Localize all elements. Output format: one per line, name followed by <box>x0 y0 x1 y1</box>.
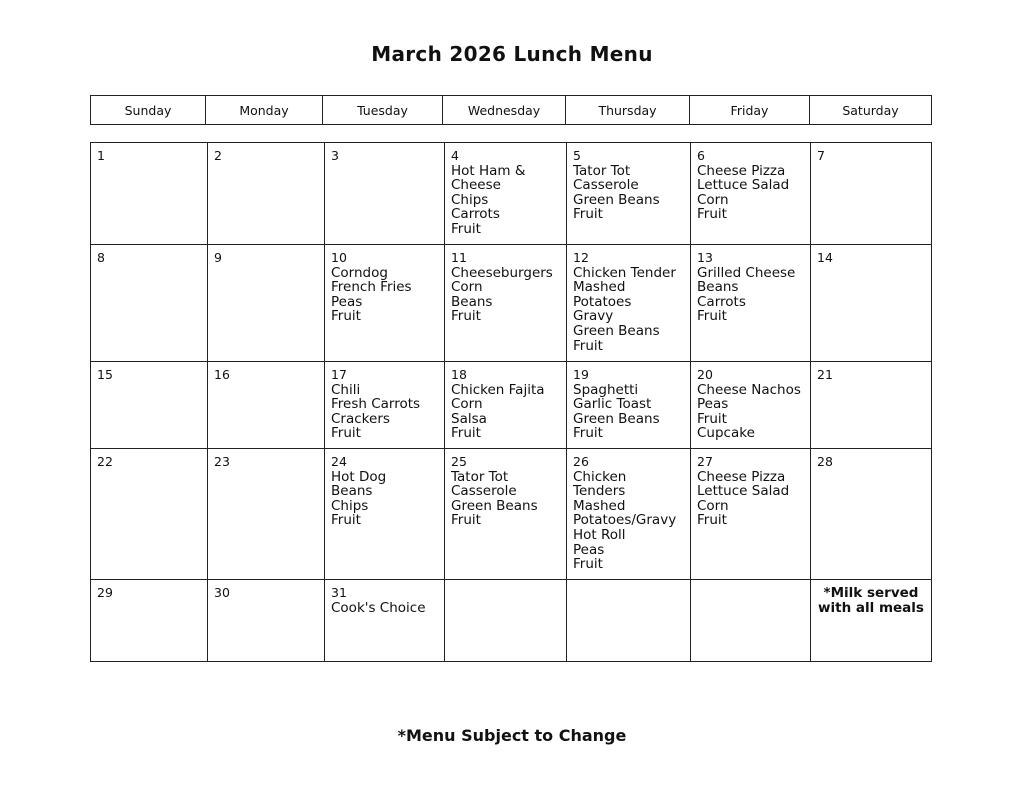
menu-item: Crackers <box>331 410 390 427</box>
menu-item: Cheese Nachos <box>697 381 801 398</box>
calendar-day-cell <box>91 449 208 580</box>
menu-item: Chicken <box>573 468 627 485</box>
calendar-day-cell <box>691 245 811 362</box>
weekday-header <box>90 95 932 125</box>
calendar-day-cell <box>567 245 691 362</box>
menu-item: Fruit <box>451 425 481 442</box>
day-number: 2 <box>214 148 222 163</box>
calendar-day-cell <box>811 362 932 449</box>
menu-item: Peas <box>697 396 729 413</box>
day-number: 22 <box>97 454 113 469</box>
menu-item: Tator Tot <box>573 162 631 179</box>
menu-disclaimer: *Menu Subject to Change <box>397 726 627 745</box>
weekday-saturday: Saturday <box>810 96 932 125</box>
menu-item: Chips <box>451 191 489 208</box>
day-number: 16 <box>214 367 230 382</box>
calendar-day-cell <box>691 362 811 449</box>
calendar-day-cell <box>91 580 208 662</box>
calendar-grid <box>90 142 932 662</box>
menu-item: Lettuce Salad <box>697 483 790 500</box>
menu-item: Mashed <box>573 279 626 296</box>
menu-item: Peas <box>331 293 363 310</box>
menu-item: Cupcake <box>697 425 755 442</box>
day-number: 26 <box>573 454 589 469</box>
calendar-day-cell <box>325 362 445 449</box>
menu-item: Mashed <box>573 497 626 514</box>
menu-item: Beans <box>451 293 493 310</box>
calendar-day-cell <box>208 362 325 449</box>
calendar-empty-cell <box>567 580 691 662</box>
day-number: 21 <box>817 367 833 382</box>
menu-item: Cook's Choice <box>331 599 426 616</box>
menu-item: Casserole <box>573 177 639 194</box>
menu-item: Fruit <box>697 410 727 427</box>
menu-item: Green Beans <box>573 191 660 208</box>
calendar-day-cell <box>208 449 325 580</box>
calendar-day-cell <box>325 580 445 662</box>
day-number: 23 <box>214 454 230 469</box>
milk-note: *Milk served with all meals <box>811 580 932 662</box>
menu-item: Fruit <box>331 425 361 442</box>
calendar-day-cell <box>208 143 325 245</box>
menu-item: Fruit <box>451 220 481 237</box>
menu-item: Fruit <box>573 337 603 354</box>
calendar-day-cell <box>445 245 567 362</box>
menu-item: Chips <box>331 497 369 514</box>
menu-item: Fruit <box>573 425 603 442</box>
menu-item: Beans <box>697 279 739 296</box>
menu-item: Corn <box>451 396 483 413</box>
day-number: 30 <box>214 585 230 600</box>
menu-item: Lettuce Salad <box>697 177 790 194</box>
weekday-thursday: Thursday <box>566 96 690 125</box>
menu-item: Chicken Tender <box>573 264 676 281</box>
day-number: 4 <box>451 148 459 163</box>
menu-item: Grilled Cheese <box>697 264 796 281</box>
day-number: 25 <box>451 454 467 469</box>
calendar-week-row <box>91 143 932 245</box>
menu-item: Corn <box>451 279 483 296</box>
day-number: 24 <box>331 454 347 469</box>
menu-item: Fruit <box>451 512 481 529</box>
menu-item: Corn <box>697 497 729 514</box>
menu-item: Spaghetti <box>573 381 639 398</box>
weekday-wednesday: Wednesday <box>443 96 566 125</box>
day-number: 8 <box>97 250 105 265</box>
day-number: 13 <box>697 250 713 265</box>
menu-item: Tenders <box>573 483 626 500</box>
calendar-day-cell <box>811 449 932 580</box>
menu-item: Carrots <box>697 293 746 310</box>
calendar-day-cell <box>811 143 932 245</box>
calendar-week-row <box>91 580 932 662</box>
weekday-tuesday: Tuesday <box>323 96 443 125</box>
menu-item: Peas <box>573 541 605 558</box>
menu-item: Fruit <box>697 308 727 325</box>
day-number: 10 <box>331 250 347 265</box>
calendar-day-cell <box>208 245 325 362</box>
calendar-day-cell <box>325 245 445 362</box>
menu-item: Hot Roll <box>573 526 626 543</box>
menu-item: Beans <box>331 483 373 500</box>
menu-item: Fruit <box>573 206 603 223</box>
day-number: 31 <box>331 585 347 600</box>
menu-item: Fresh Carrots <box>331 396 421 413</box>
menu-item: Corndog <box>331 264 388 281</box>
menu-item: Potatoes <box>573 293 632 310</box>
day-number: 3 <box>331 148 339 163</box>
menu-item: Green Beans <box>573 410 660 427</box>
menu-item: Cheeseburgers <box>451 264 553 281</box>
day-number: 14 <box>817 250 833 265</box>
page-title: March 2026 Lunch Menu <box>371 42 653 66</box>
menu-item: Gravy <box>573 308 614 325</box>
day-number: 6 <box>697 148 705 163</box>
calendar-day-cell <box>567 143 691 245</box>
menu-item: Cheese Pizza <box>697 468 786 485</box>
calendar-day-cell <box>445 362 567 449</box>
calendar-day-cell <box>325 143 445 245</box>
menu-item: Hot Dog <box>331 468 387 485</box>
menu-item: Garlic Toast <box>573 396 652 413</box>
day-number: 28 <box>817 454 833 469</box>
menu-item: Green Beans <box>451 497 538 514</box>
menu-item: Fruit <box>451 308 481 325</box>
day-number: 20 <box>697 367 713 382</box>
menu-item: Fruit <box>697 206 727 223</box>
calendar-day-cell <box>91 362 208 449</box>
menu-item: Cheese Pizza <box>697 162 786 179</box>
calendar-day-cell <box>208 580 325 662</box>
menu-item: Chili <box>331 381 361 398</box>
menu-item: Fruit <box>331 308 361 325</box>
menu-item: Green Beans <box>573 322 660 339</box>
weekday-friday: Friday <box>690 96 810 125</box>
calendar-empty-cell <box>691 580 811 662</box>
calendar-day-cell <box>91 245 208 362</box>
menu-item: Potatoes/Gravy <box>573 512 677 529</box>
day-number: 12 <box>573 250 589 265</box>
menu-item: Fruit <box>331 512 361 529</box>
menu-item: Casserole <box>451 483 517 500</box>
menu-item: Chicken Fajita <box>451 381 545 398</box>
calendar-day-cell <box>567 449 691 580</box>
menu-item: Hot Ham & <box>451 162 526 179</box>
day-number: 9 <box>214 250 222 265</box>
menu-item: Carrots <box>451 206 500 223</box>
day-number: 17 <box>331 367 347 382</box>
calendar-empty-cell <box>445 580 567 662</box>
calendar-day-cell <box>325 449 445 580</box>
menu-item: Tator Tot <box>451 468 509 485</box>
calendar-day-cell <box>445 143 567 245</box>
day-number: 27 <box>697 454 713 469</box>
menu-item: French Fries <box>331 279 412 296</box>
day-number: 18 <box>451 367 467 382</box>
day-number: 5 <box>573 148 581 163</box>
calendar-day-cell <box>91 143 208 245</box>
day-number: 15 <box>97 367 113 382</box>
calendar-day-cell <box>691 143 811 245</box>
day-number: 19 <box>573 367 589 382</box>
menu-item: Fruit <box>697 512 727 529</box>
day-number: 29 <box>97 585 113 600</box>
day-number: 1 <box>97 148 105 163</box>
menu-item: Corn <box>697 191 729 208</box>
calendar-week-row <box>91 362 932 449</box>
calendar-day-cell <box>445 449 567 580</box>
calendar-day-cell <box>567 362 691 449</box>
weekday-monday: Monday <box>206 96 323 125</box>
calendar-week-row <box>91 245 932 362</box>
menu-item: Fruit <box>573 556 603 573</box>
day-number: 7 <box>817 148 825 163</box>
weekday-sunday: Sunday <box>91 96 206 125</box>
menu-item: Cheese <box>451 177 501 194</box>
day-number: 11 <box>451 250 467 265</box>
calendar-day-cell <box>811 245 932 362</box>
menu-item: Salsa <box>451 410 487 427</box>
calendar-week-row <box>91 449 932 580</box>
calendar-day-cell <box>691 449 811 580</box>
